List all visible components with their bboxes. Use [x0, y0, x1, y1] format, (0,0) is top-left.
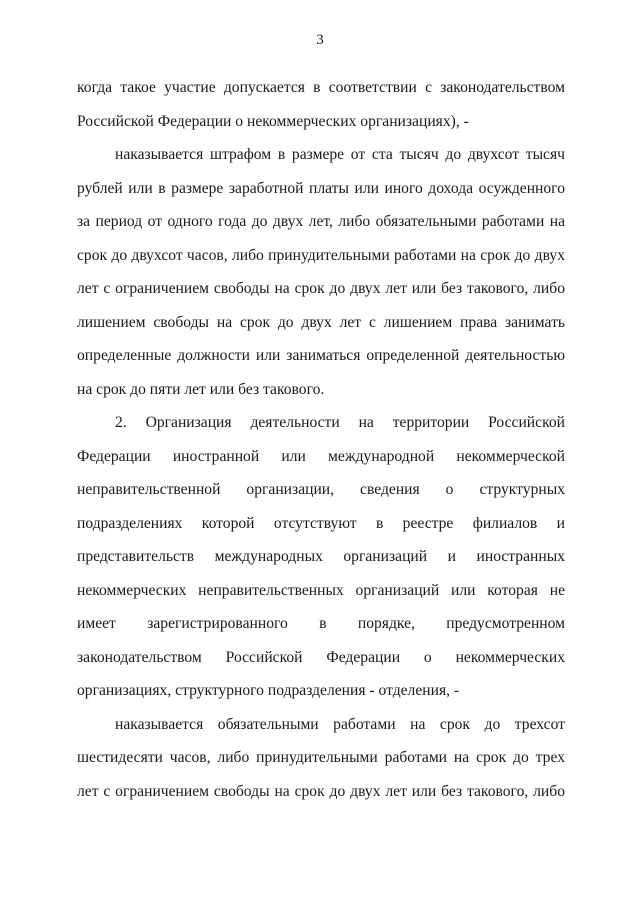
document-body [77, 71, 565, 808]
paragraph-continuation: когда такое участие допускается в соответствии с законодательством Российской Федерации о некоммерческих организациях), - [77, 79, 565, 130]
paragraph-penalty-2: наказывается обязательными работами на срок до трехсот шестидесяти часов, либо принудительными работами на срок до трех лет с ограничением свободы на срок до двух лет или без такового, либо [77, 715, 565, 800]
paragraph-penalty-1: наказывается штрафом в размере от ста тысяч до двухсот тысяч рублей или в размере заработной платы или иного дохода осужденного за период от одного года до двух лет, либо обязательными работами на срок до двухсот часов, либо принудительными работами на срок до двух лет с ограничением свободы на срок до двух лет или без такового, либо лишением свободы на срок до двух лет с лишением права занимать определенные должности или заниматься определенной деятельностью на срок до пяти лет или без такового. [77, 146, 565, 398]
page-number: 3 [316, 32, 324, 48]
paragraph-article-part-2: 2. Организация деятельности на территории Российской Федерации иностранной или международной некоммерческой неправительственной организации, сведения о структурных подразделениях которой отсутствуют в реестре филиалов и представительств международных организаций и иностранных некоммерческих неправительственных организаций или которая не имеет зарегистрированного в порядке, предусмотренном законодательством Российской Федерации о некоммерческих организациях, структурного подразделения - отделения, - [77, 414, 565, 699]
